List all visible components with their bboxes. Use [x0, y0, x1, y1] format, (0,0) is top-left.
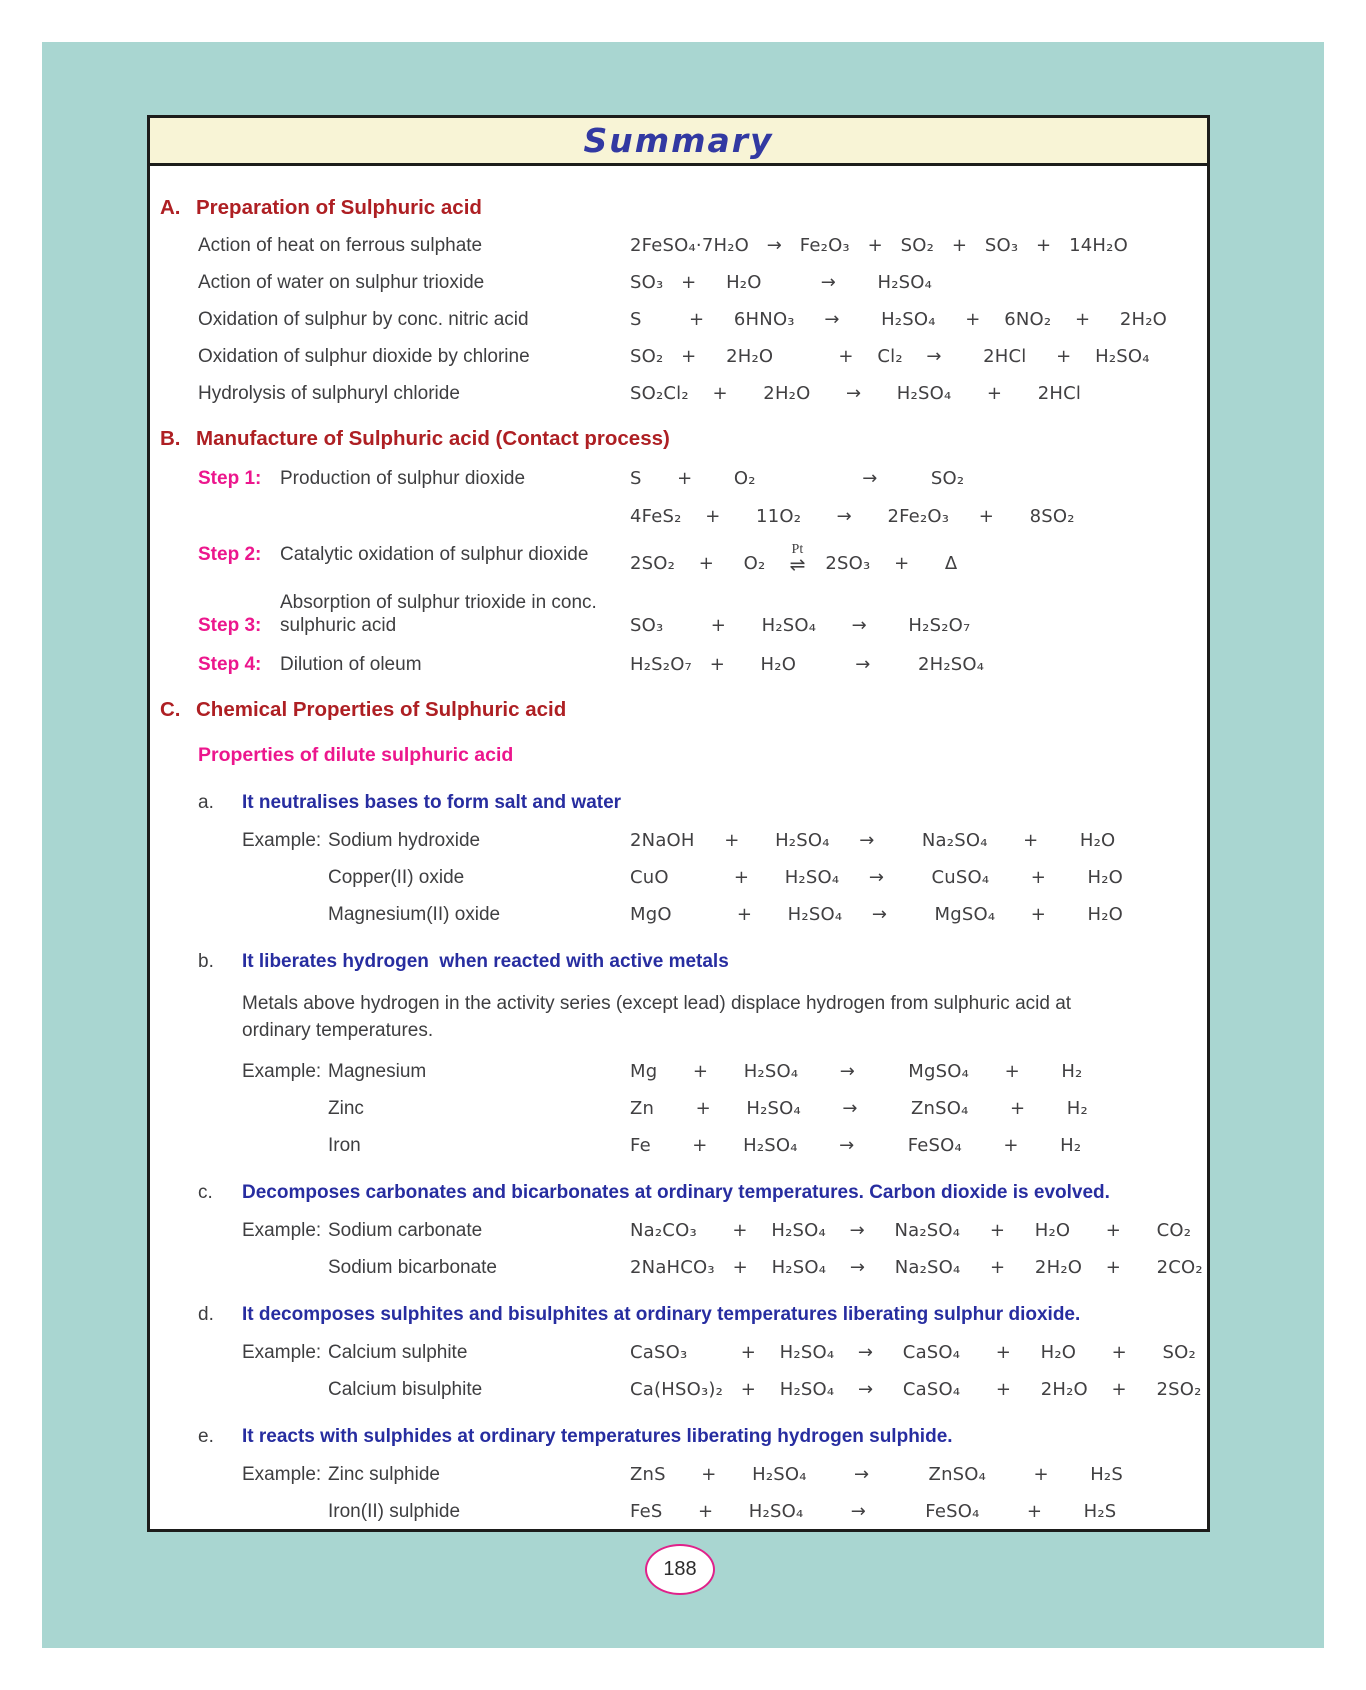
example-prefix-spacer	[242, 1256, 328, 1279]
example-name: Sodium carbonate	[328, 1220, 483, 1241]
item-heading-text: Decomposes carbonates and bicarbonates at ordinary temperatures. Carbon dioxide is evolved.	[242, 1182, 1110, 1203]
property-item-heading	[150, 1181, 1207, 1205]
chemical-equation: 2NaHCO₃ + H₂SO₄ → Na₂SO₄ + 2H₂O + 2CO₂	[630, 1257, 1203, 1278]
step-row	[150, 543, 1207, 575]
section-letter: C.	[160, 698, 181, 721]
example-prefix: Example:	[242, 1464, 322, 1485]
example-name: Calcium bisulphite	[328, 1379, 483, 1400]
step-row	[150, 467, 1207, 490]
reaction-row	[150, 234, 1207, 257]
step-label: Step 3:	[198, 615, 262, 636]
example-prefix: Example:	[242, 1061, 322, 1082]
example-label	[150, 866, 630, 889]
example-label	[150, 1463, 630, 1486]
step-description: Catalytic oxidation of sulphur dioxide	[280, 544, 589, 565]
equilibrium-equation	[630, 543, 957, 575]
summary-box	[147, 115, 1210, 1532]
chemical-equation: 2NaOH + H₂SO₄ → Na₂SO₄ + H₂O	[630, 830, 1116, 851]
page-background	[42, 42, 1324, 1648]
chemical-equation: SO₃ + H₂SO₄ → H₂S₂O₇	[630, 615, 971, 636]
step-label: Step 1:	[198, 468, 262, 489]
chemical-equation: Mg + H₂SO₄ → MgSO₄ + H₂	[630, 1061, 1083, 1082]
property-item-heading	[150, 1303, 1207, 1327]
example-prefix-spacer	[242, 1134, 328, 1157]
example-name: Sodium hydroxide	[328, 830, 481, 851]
step-label: Step 4:	[198, 654, 262, 675]
example-row	[150, 903, 1207, 926]
example-label	[150, 1500, 630, 1523]
chemical-equation: SO₃ + H₂O → H₂SO₄	[630, 272, 933, 293]
example-prefix: Example:	[242, 1342, 322, 1363]
example-row	[150, 1500, 1207, 1523]
reaction-label: Oxidation of sulphur by conc. nitric acid	[198, 309, 529, 330]
property-item-heading	[150, 791, 1207, 815]
example-prefix-spacer	[242, 903, 328, 926]
item-heading-text: It liberates hydrogen when reacted with active metals	[242, 951, 729, 972]
chemical-equation: H₂S₂O₇ + H₂O → 2H₂SO₄	[630, 654, 985, 675]
step-row-continued	[630, 506, 1207, 527]
step-description: Dilution of oleum	[280, 654, 422, 675]
example-name: Sodium bicarbonate	[328, 1257, 497, 1278]
catalyst-label: Pt	[791, 542, 804, 557]
example-name: Iron(II) sulphide	[328, 1501, 461, 1522]
reaction-label: Action of water on sulphur trioxide	[198, 272, 485, 293]
example-label	[150, 1378, 630, 1401]
equilibrium-arrow-icon: ⇌	[789, 554, 806, 576]
chemical-equation: CuO + H₂SO₄ → CuSO₄ + H₂O	[630, 867, 1124, 888]
chemical-equation: SO₂Cl₂ + 2H₂O → H₂SO₄ + 2HCl	[630, 383, 1082, 404]
step-row	[150, 653, 1207, 676]
reaction-label: Hydrolysis of sulphuryl chloride	[198, 383, 460, 404]
item-letter: e.	[198, 1426, 214, 1447]
example-name: Zinc sulphide	[328, 1464, 440, 1485]
section-b-heading	[150, 427, 1207, 451]
example-prefix: Example:	[242, 830, 322, 851]
example-label	[150, 1341, 630, 1364]
example-prefix: Example:	[242, 1220, 322, 1241]
section-heading-text: Chemical Properties of Sulphuric acid	[196, 698, 567, 721]
step-label: Step 2:	[198, 544, 262, 565]
example-name: Magnesium	[328, 1061, 427, 1082]
example-prefix-spacer	[242, 1378, 328, 1401]
example-label	[150, 829, 630, 852]
example-row	[150, 866, 1207, 889]
reaction-row	[150, 345, 1207, 368]
example-label	[150, 1060, 630, 1083]
chemical-equation: Zn + H₂SO₄ → ZnSO₄ + H₂	[630, 1098, 1088, 1119]
step-row	[150, 591, 1207, 637]
section-letter: B.	[160, 427, 181, 450]
example-row	[150, 829, 1207, 852]
chemical-equation: FeS + H₂SO₄ → FeSO₄ + H₂S	[630, 1501, 1117, 1522]
chemical-equation: Ca(HSO₃)₂ + H₂SO₄ → CaSO₄ + 2H₂O + 2SO₂	[630, 1379, 1202, 1400]
example-prefix-spacer	[242, 866, 328, 889]
step-description	[280, 591, 630, 637]
example-row	[150, 1341, 1207, 1364]
reaction-row	[150, 308, 1207, 331]
example-name: Zinc	[328, 1098, 364, 1119]
activity-series-note: Metals above hydrogen in the activity series (except lead) displace hydrogen from sulphuric acid at ordinary temperatures.	[242, 993, 1072, 1041]
chemical-equation: S + O₂ → SO₂	[630, 468, 965, 489]
example-row	[150, 1134, 1207, 1157]
summary-header-bar	[150, 118, 1207, 166]
example-name: Copper(II) oxide	[328, 867, 465, 888]
equation-right-side: 2SO₃ + Δ	[825, 553, 958, 574]
example-label	[150, 903, 630, 926]
example-prefix-spacer	[242, 1097, 328, 1120]
section-c-heading	[150, 698, 1207, 722]
page-number-badge	[645, 1544, 715, 1595]
step-description-line2: sulphuric acid	[280, 615, 397, 636]
property-item-heading	[150, 950, 1207, 974]
page-title: Summary	[583, 121, 774, 160]
example-label	[150, 1134, 630, 1157]
example-label	[150, 1256, 630, 1279]
example-row	[150, 1219, 1207, 1242]
section-heading-text: Preparation of Sulphuric acid	[196, 196, 482, 219]
dilute-properties-subheading: Properties of dilute sulphuric acid	[198, 744, 514, 766]
item-letter: c.	[198, 1182, 213, 1203]
example-row	[150, 1097, 1207, 1120]
chemical-equation: Na₂CO₃ + H₂SO₄ → Na₂SO₄ + H₂O + CO₂	[630, 1220, 1192, 1241]
item-letter: d.	[198, 1304, 214, 1325]
example-row	[150, 1060, 1207, 1083]
example-name: Magnesium(II) oxide	[328, 904, 501, 925]
item-heading-text: It reacts with sulphides at ordinary temperatures liberating hydrogen sulphide.	[242, 1426, 953, 1447]
page-number: 188	[663, 1558, 697, 1580]
item-heading-text: It neutralises bases to form salt and water	[242, 792, 622, 813]
property-item-heading	[150, 1425, 1207, 1449]
example-label	[150, 1097, 630, 1120]
section-a-heading	[150, 196, 1207, 220]
chemical-equation: 2FeSO₄·7H₂O → Fe₂O₃ + SO₂ + SO₃ + 14H₂O	[630, 235, 1128, 256]
example-row	[150, 1378, 1207, 1401]
reaction-label: Oxidation of sulphur dioxide by chlorine	[198, 346, 530, 367]
chemical-equation: S + 6HNO₃ → H₂SO₄ + 6NO₂ + 2H₂O	[630, 309, 1168, 330]
equation-left-side: 2SO₂ + O₂	[630, 553, 766, 574]
item-heading-text: It decomposes sulphites and bisulphites at ordinary temperatures liberating sulphur dioxide.	[242, 1304, 1081, 1325]
example-name: Iron	[328, 1135, 361, 1156]
chemical-equation: SO₂ + 2H₂O + Cl₂ → 2HCl + H₂SO₄	[630, 346, 1150, 367]
example-prefix-spacer	[242, 1500, 328, 1523]
chemical-equation: Fe + H₂SO₄ → FeSO₄ + H₂	[630, 1135, 1082, 1156]
section-letter: A.	[160, 196, 181, 219]
reaction-row	[150, 382, 1207, 405]
section-heading-text: Manufacture of Sulphuric acid (Contact process)	[196, 427, 670, 450]
item-letter: a.	[198, 792, 214, 813]
summary-content	[150, 166, 1207, 1523]
example-row	[150, 1463, 1207, 1486]
example-row	[150, 1256, 1207, 1279]
reaction-label: Action of heat on ferrous sulphate	[198, 235, 483, 256]
chemical-equation: ZnS + H₂SO₄ → ZnSO₄ + H₂S	[630, 1464, 1123, 1485]
chemical-equation: CaSO₃ + H₂SO₄ → CaSO₄ + H₂O + SO₂	[630, 1342, 1196, 1363]
reaction-row	[150, 271, 1207, 294]
chemical-equation: MgO + H₂SO₄ → MgSO₄ + H₂O	[630, 904, 1124, 925]
example-label	[150, 1219, 630, 1242]
equilibrium-arrow-stack	[789, 543, 805, 575]
chemical-equation: 4FeS₂ + 11O₂ → 2Fe₂O₃ + 8SO₂	[630, 506, 1075, 527]
example-name: Calcium sulphite	[328, 1342, 468, 1363]
step-description: Production of sulphur dioxide	[280, 468, 526, 489]
step-description-line1: Absorption of sulphur trioxide in conc.	[280, 592, 597, 613]
item-letter: b.	[198, 951, 214, 972]
